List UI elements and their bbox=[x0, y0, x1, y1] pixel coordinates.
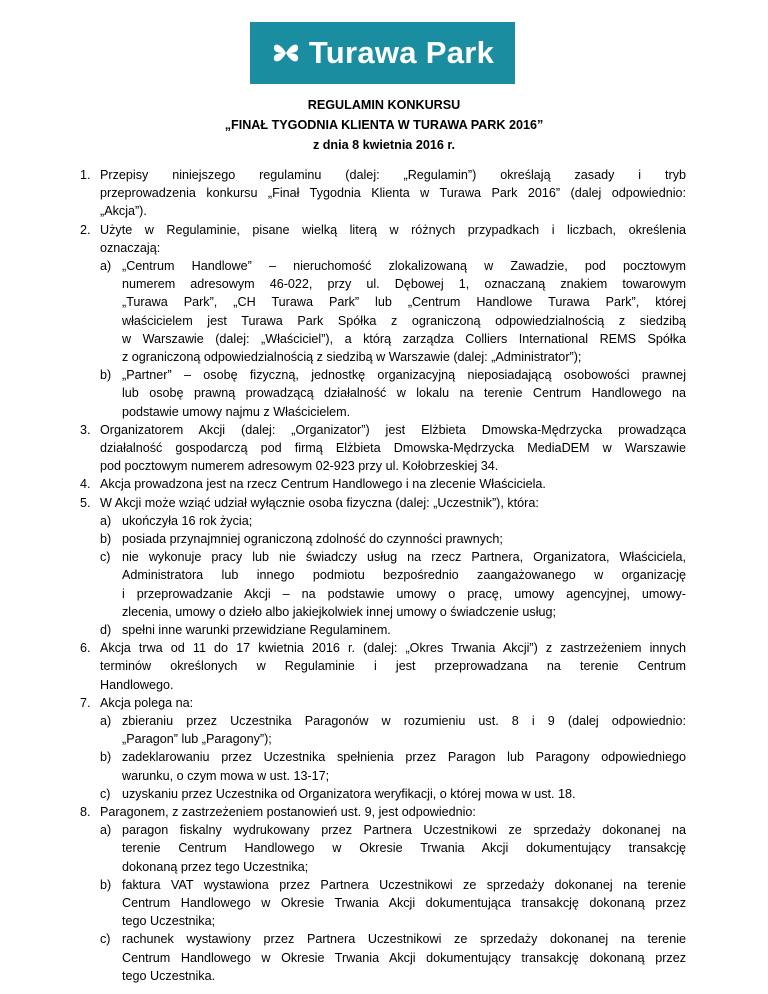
subpoint-letter: b) bbox=[100, 877, 112, 892]
text-line: warunku, o czym mowa w ust. 13-17; bbox=[122, 768, 330, 783]
doc-title: REGULAMIN KONKURSU bbox=[307, 98, 461, 112]
doc-date: z dnia 8 kwietnia 2016 r. bbox=[312, 138, 456, 152]
point-number: 5. bbox=[80, 495, 91, 510]
doc-title-contest: „FINAŁ TYGODNIA KLIENTA W TURAWA PARK 2016” bbox=[224, 118, 544, 132]
text-line: terminów określonych w Regulaminie i jest przeprowadzana na terenie Centrum bbox=[100, 659, 686, 674]
text-line: faktura VAT wystawiona przez Partnera Uczestnikowi ze sprzedaży dokonanej na terenie bbox=[122, 877, 686, 892]
text-line: lub osobę prawną prowadzącą działalność w lokalu na terenie Centrum Handlowego na bbox=[122, 386, 686, 401]
text-line: z ograniczoną odpowiedzialnością z siedzibą w Warszawie (dalej: „Administrator”); bbox=[122, 350, 582, 364]
point-number: 6. bbox=[80, 641, 91, 656]
subpoint-letter: a) bbox=[100, 513, 112, 528]
text-line: Organizatorem Akcji (dalej: „Organizator”) jest Elżbieta Dmowska-Mędrzycka prowadząca bbox=[100, 422, 686, 437]
subpoint-letter: c) bbox=[100, 786, 111, 801]
text-line: działalność gospodarczą pod firmą Elżbieta Dmowska-Mędrzycka MediaDEM w Warszawie bbox=[100, 441, 686, 455]
text-line: pod pocztowym numerem adresowym 02-923 przy ul. Kołobrzeskiej 34. bbox=[100, 459, 499, 474]
text-line: terenie Centrum Handlowego w Okresie Trwania Akcji dokumentujący transakcję bbox=[122, 841, 686, 856]
text-line: Paragonem, z zastrzeżeniem postanowień ust. 9, jest odpowiednio: bbox=[100, 805, 476, 819]
text-line: właścicielem jest Turawa Park Spółka z ograniczoną odpowiedzialnością z siedzibą bbox=[122, 313, 686, 328]
subpoint-letter: a) bbox=[100, 714, 112, 728]
text-line: zadeklarowaniu przez Uczestnika spełnienia przez Paragon lub Paragony odpowiedniego bbox=[122, 750, 686, 765]
subpoint-letter: b) bbox=[100, 368, 112, 383]
text-line: W Akcji może wziąć udział wyłącznie osoba fizyczna (dalej: „Uczestnik”), która: bbox=[100, 495, 539, 510]
text-line: Akcja polega na: bbox=[100, 695, 194, 710]
subpoint-letter: a) bbox=[100, 259, 112, 273]
text-line: numerem adresowym 46-022, przy ul. Dębowej 1, oznaczaną znakiem towarowym bbox=[122, 277, 686, 292]
point-number: 7. bbox=[80, 695, 91, 710]
text-line: tego Uczestnika. bbox=[122, 968, 216, 983]
text-line: paragon fiskalny wydrukowany przez Partnera Uczestnikowi ze sprzedaży dokonanej na bbox=[122, 823, 686, 838]
text-line: w Warszawie (dalej: „Właściciel”), a którą zarządza Colliers International REMS Spółka bbox=[122, 331, 686, 346]
text-line: posiada przynajmniej ograniczoną zdolność do czynności prawnych; bbox=[122, 532, 503, 546]
text-line: Centrum Handlowego w Okresie Trwania Akcji dokumentująca transakcję dokonaną przez bbox=[122, 896, 686, 910]
text-line: „Paragon” lub „Paragony”); bbox=[122, 732, 272, 747]
text-line: „Partner” – osobę fizyczną, jednostkę organizacyjną nieposiadającą osobowości prawnej bbox=[122, 368, 686, 383]
text-line: rachunek wystawiony przez Partnera Uczestnikowi ze sprzedaży dokonanej na terenie bbox=[122, 932, 686, 947]
text-line: zlecenia, umowy o dzieło albo jakiejkolwiek innej umowy o świadczenie usług; bbox=[122, 604, 557, 619]
point-number: 8. bbox=[80, 805, 91, 819]
point-number: 4. bbox=[80, 477, 91, 492]
text-line: Przepisy niniejszego regulaminu (dalej: „Regulamin”) określają zasady i tryb bbox=[100, 168, 686, 182]
text-line: dokonaną przez tego Uczestnika; bbox=[122, 859, 309, 874]
text-line: spełni inne warunki przewidziane Regulaminem. bbox=[122, 623, 391, 637]
point-number: 2. bbox=[80, 222, 91, 237]
text-line: „Turawa Park”, „CH Turawa Park” lub „Centrum Handlowe Turawa Park”, której bbox=[122, 295, 686, 310]
subpoint-letter: d) bbox=[100, 623, 112, 637]
text-line: „Akcja”). bbox=[100, 204, 147, 219]
text-line: Akcja trwa od 11 do 17 kwietnia 2016 r. (dalej: „Okres Trwania Akcji”) z zastrzeżeniem innych bbox=[100, 641, 686, 656]
text-line: „Centrum Handlowe” – nieruchomość zlokalizowaną w Zawadzie, pod pocztowym bbox=[122, 259, 686, 273]
text-line: tego Uczestnika; bbox=[122, 914, 216, 929]
text-line: nie wykonuje pracy lub nie świadczy usług na rzecz Partnera, Organizatora, Właściciela, bbox=[122, 550, 686, 565]
subpoint-letter: c) bbox=[100, 550, 111, 565]
text-line: Akcja prowadzona jest na rzecz Centrum Handlowego i na zlecenie Właściciela. bbox=[100, 477, 546, 492]
subpoint-letter: c) bbox=[100, 932, 111, 947]
text-line: i przeprowadzanie Akcji – na podstawie umowy o pracę, umowy agencyjnej, umowy- bbox=[122, 586, 686, 601]
subpoint-letter: b) bbox=[100, 750, 112, 765]
text-line: podstawie umowy najmu z Właścicielem. bbox=[122, 404, 351, 419]
subpoint-letter: a) bbox=[100, 823, 112, 838]
point-number: 1. bbox=[80, 168, 91, 182]
text-line: oznaczają: bbox=[100, 240, 161, 255]
text-line: ukończyła 16 rok życia; bbox=[122, 513, 253, 528]
text-line: Handlowego. bbox=[100, 677, 174, 692]
subpoint-letter: b) bbox=[100, 532, 112, 546]
text-line: uzyskaniu przez Uczestnika od Organizatora weryfikacji, o której mowa w ust. 18. bbox=[122, 786, 576, 801]
logo-text: Turawa Park bbox=[308, 35, 495, 70]
text-line: Użyte w Regulaminie, pisane wielką literą w różnych przypadkach i liczbach, określenia bbox=[100, 222, 686, 237]
text-line: Administratora lub innego podmiotu bezpośrednio zaangażowanego w organizację bbox=[122, 568, 686, 583]
logo bbox=[250, 22, 515, 84]
text-line: zbieraniu przez Uczestnika Paragonów w rozumieniu ust. 8 i 9 (dalej odpowiednio: bbox=[122, 714, 686, 728]
point-number: 3. bbox=[80, 422, 91, 437]
text-line: przeprowadzenia konkursu „Finał Tygodnia Klienta w Turawa Park 2016” (dalej odpowiednio: bbox=[100, 186, 686, 201]
text-line: Centrum Handlowego w Okresie Trwania Akcji dokumentujący transakcję dokonaną przez bbox=[122, 950, 686, 965]
butterfly-icon bbox=[271, 38, 301, 68]
